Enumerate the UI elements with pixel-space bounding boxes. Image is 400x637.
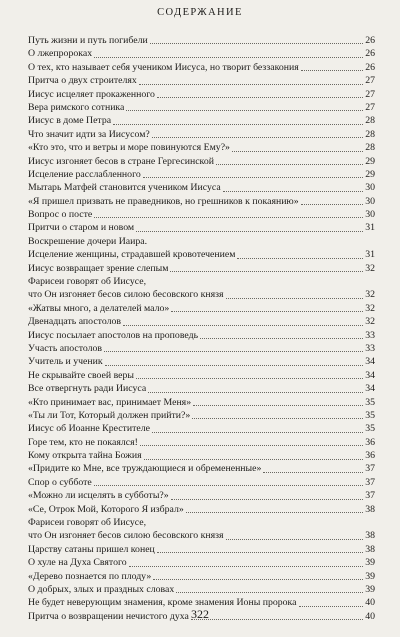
dot-leader	[157, 97, 363, 98]
toc-entry-page: 39	[365, 570, 375, 582]
toc-entry-page: 33	[365, 329, 375, 341]
toc-entry-page: 37	[365, 490, 375, 502]
toc-entry	[28, 369, 375, 382]
toc-entry-page: 27	[365, 101, 375, 113]
toc-entry	[28, 329, 375, 342]
toc-entry-page: 38	[365, 530, 375, 542]
dot-leader	[94, 57, 363, 58]
dot-leader	[140, 445, 363, 446]
dot-leader	[144, 459, 364, 460]
toc-entry-page: 30	[365, 209, 375, 221]
toc-entry	[28, 195, 375, 208]
toc-entry	[28, 409, 375, 422]
dot-leader	[192, 418, 363, 419]
toc-entry	[28, 288, 375, 301]
dot-leader	[170, 271, 363, 272]
toc-entry	[28, 449, 375, 462]
toc-entry-page: 32	[365, 262, 375, 274]
toc-entry	[28, 422, 375, 435]
toc-entry-title: Иисус об Иоанне Крестителе	[28, 423, 150, 435]
toc-entry-title: «Ты ли Тот, Который должен прийти?»	[28, 409, 191, 421]
toc-entry-title: Горе тем, кто не покаялся!	[28, 436, 138, 448]
dot-leader	[94, 217, 363, 218]
toc-entry-page: 32	[365, 289, 375, 301]
toc-entry-page: 36	[365, 436, 375, 448]
dot-leader	[301, 70, 363, 71]
toc-entry-title: Исцеление расслабленного	[28, 168, 141, 180]
toc-entry-title: Все отвергнуть ради Иисуса	[28, 383, 147, 395]
toc-entry-title: Иисус исцеляет прокаженного	[28, 88, 155, 100]
dot-leader	[104, 351, 363, 352]
toc-entry-title: Путь жизни и путь погибели	[28, 34, 148, 46]
dot-leader	[94, 485, 363, 486]
toc-entry-title: «Придите ко Мне, все труждающиеся и обремененные»	[28, 463, 262, 475]
dot-leader	[226, 539, 364, 540]
toc-entry-page: 31	[365, 222, 375, 234]
toc-entry-page: 39	[365, 557, 375, 569]
toc-entry	[28, 463, 375, 476]
toc-entry-page: 37	[365, 463, 375, 475]
dot-leader	[171, 311, 363, 312]
toc-entry-page: 26	[365, 48, 375, 60]
toc-entry	[28, 221, 375, 234]
dot-leader	[171, 499, 364, 500]
toc-entry-title: Фарисеи говорят об Иисусе,	[28, 276, 147, 288]
toc-entry-title: Иисус изгоняет бесов в стране Гергесинской	[28, 155, 214, 167]
dot-leader	[139, 84, 363, 85]
dot-leader	[186, 512, 363, 513]
toc-entry-page: 26	[365, 34, 375, 46]
toc-entry-page: 36	[365, 450, 375, 462]
toc-entry-title: Притча о возвращении нечистого духа	[28, 610, 189, 622]
toc-entry	[28, 583, 375, 596]
toc-entry-title: Вопрос о посте	[28, 209, 93, 221]
toc-entry-title: Двенадцать апостолов	[28, 316, 121, 328]
toc-entry-title: Кому открыта тайна Божия	[28, 450, 142, 462]
toc-entry-page: 34	[365, 383, 375, 395]
toc-entry	[28, 302, 375, 315]
toc-entry-page: 27	[365, 75, 375, 87]
dot-leader	[152, 137, 363, 138]
toc-entry-page: 28	[365, 142, 375, 154]
toc-entry	[28, 556, 375, 569]
toc-entry-page: 28	[365, 128, 375, 140]
dot-leader	[152, 432, 363, 433]
toc-entry-title: «Кто принимает вас, принимает Меня»	[28, 396, 192, 408]
toc-entry-title: Царству сатаны пришел конец	[28, 543, 155, 555]
toc-entry	[28, 34, 375, 47]
toc-entry-page: 38	[365, 503, 375, 515]
toc-entry-page: 35	[365, 423, 375, 435]
toc-entry-title: О хуле на Духа Святого	[28, 557, 127, 569]
dot-leader	[123, 325, 363, 326]
toc-entry-page: 28	[365, 115, 375, 127]
toc-entry	[28, 262, 375, 275]
toc-entry	[28, 208, 375, 221]
toc-entry-page: 40	[365, 597, 375, 609]
toc-entry-title: Исцеление женщины, страдавшей кровотечением	[28, 249, 236, 261]
dot-leader	[113, 124, 363, 125]
toc-entry-page: 39	[365, 584, 375, 595]
toc-entry	[28, 436, 375, 449]
dot-leader	[301, 204, 364, 205]
toc-entry-title: Мытарь Матфей становится учеником Иисуса	[28, 182, 221, 194]
toc-entry-title: что Он изгоняет бесов силою бесовского князя	[28, 289, 224, 301]
dot-leader	[216, 164, 363, 165]
toc-entry	[28, 342, 375, 355]
table-of-contents	[28, 34, 375, 623]
toc-entry-title: О добрых, злых и праздных словах	[28, 584, 175, 595]
toc-entry	[28, 248, 375, 261]
toc-entry-page: 32	[365, 302, 375, 314]
toc-entry-title: Что значит идти за Иисусом?	[28, 128, 150, 140]
toc-entry	[28, 543, 375, 556]
toc-entry	[28, 489, 375, 502]
toc-entry	[28, 128, 375, 141]
toc-entry-title: Спор о субботе	[28, 476, 92, 488]
page-title: СОДЕРЖАНИЕ	[157, 7, 243, 18]
dot-leader	[176, 592, 363, 593]
toc-entry-title: «Се, Отрок Мой, Которого Я избрал»	[28, 503, 184, 515]
toc-entry-title: Воскрешение дочери Иаира.	[28, 235, 148, 247]
dot-leader	[237, 258, 363, 259]
toc-entry	[28, 382, 375, 395]
toc-entry	[28, 235, 375, 248]
toc-entry	[28, 47, 375, 60]
toc-entry	[28, 503, 375, 516]
dot-leader	[150, 43, 363, 44]
toc-entry-title: Притча о двух строителях	[28, 75, 137, 87]
toc-entry-page: 30	[365, 182, 375, 194]
toc-entry	[28, 74, 375, 87]
dot-leader	[226, 298, 364, 299]
toc-entry-title: Учитель и ученик	[28, 356, 103, 368]
dot-leader	[136, 378, 363, 379]
toc-entry-title: «Жатвы много, а делателей мало»	[28, 302, 170, 314]
toc-entry-title: О лжепророках	[28, 48, 93, 60]
toc-entry	[28, 355, 375, 368]
toc-entry	[28, 529, 375, 542]
toc-entry-page: 33	[365, 342, 375, 354]
toc-entry-page: 32	[365, 316, 375, 328]
toc-entry-page: 27	[365, 88, 375, 100]
dot-leader	[153, 579, 363, 580]
toc-entry-title: «Дерево познается по плоду»	[28, 570, 152, 582]
toc-entry-title: Не скрывайте своей веры	[28, 369, 134, 381]
toc-entry	[28, 61, 375, 74]
toc-entry-page: 37	[365, 476, 375, 488]
dot-leader	[126, 110, 363, 111]
toc-entry	[28, 141, 375, 154]
toc-entry-title: Иисус посылает апостолов на проповедь	[28, 329, 199, 341]
toc-entry	[28, 114, 375, 127]
toc-entry-page: 31	[365, 249, 375, 261]
toc-entry	[28, 476, 375, 489]
page-number: 322	[191, 607, 209, 621]
toc-entry-title: «Кто это, что и ветры и море повинуются Ему?»	[28, 142, 230, 154]
toc-entry-title: «Я пришел призвать не праведников, но грешников к покаянию»	[28, 195, 299, 207]
dot-leader	[223, 191, 364, 192]
dot-leader	[157, 552, 363, 553]
toc-entry-page: 38	[365, 543, 375, 555]
toc-entry-title: что Он изгоняет бесов силою бесовского князя	[28, 530, 224, 542]
toc-entry	[28, 88, 375, 101]
toc-entry-page: 35	[365, 396, 375, 408]
toc-entry	[28, 396, 375, 409]
toc-entry-title: Иисус возвращает зрение слепым	[28, 262, 169, 274]
dot-leader	[148, 392, 363, 393]
toc-entry-page: 34	[365, 369, 375, 381]
toc-entry-title: Иисус в доме Петра	[28, 115, 112, 127]
dot-leader	[263, 472, 363, 473]
dot-leader	[129, 566, 364, 567]
toc-entry	[28, 168, 375, 181]
toc-entry-title: Вера римского сотника	[28, 101, 125, 113]
toc-entry-title: Фарисеи говорят об Иисусе,	[28, 517, 147, 529]
toc-entry	[28, 570, 375, 583]
toc-entry	[28, 315, 375, 328]
toc-entry	[28, 101, 375, 114]
dot-leader	[143, 177, 363, 178]
dot-leader	[232, 151, 363, 152]
toc-entry	[28, 181, 375, 194]
toc-entry-page: 40	[365, 610, 375, 622]
toc-entry-page: 35	[365, 409, 375, 421]
dot-leader	[105, 365, 364, 366]
toc-entry-page: 29	[365, 168, 375, 180]
dot-leader	[200, 338, 363, 339]
toc-entry-title: Притчи о старом и новом	[28, 222, 135, 234]
toc-entry-title: Участь апостолов	[28, 342, 103, 354]
toc-entry-page: 30	[365, 195, 375, 207]
toc-entry-title: «Можно ли исцелять в субботы?»	[28, 490, 169, 502]
toc-entry	[28, 155, 375, 168]
toc-entry-page: 34	[365, 356, 375, 368]
dot-leader	[136, 231, 363, 232]
toc-entry	[28, 516, 375, 529]
toc-entry	[28, 275, 375, 288]
toc-entry-page: 26	[365, 61, 375, 73]
toc-entry-page: 29	[365, 155, 375, 167]
dot-leader	[193, 405, 363, 406]
toc-entry-title: Не будет неверующим знамения, кроме знамения Ионы пророка	[28, 597, 297, 609]
toc-entry-title: О тех, кто называет себя учеником Иисуса, но творит беззакония	[28, 61, 299, 73]
